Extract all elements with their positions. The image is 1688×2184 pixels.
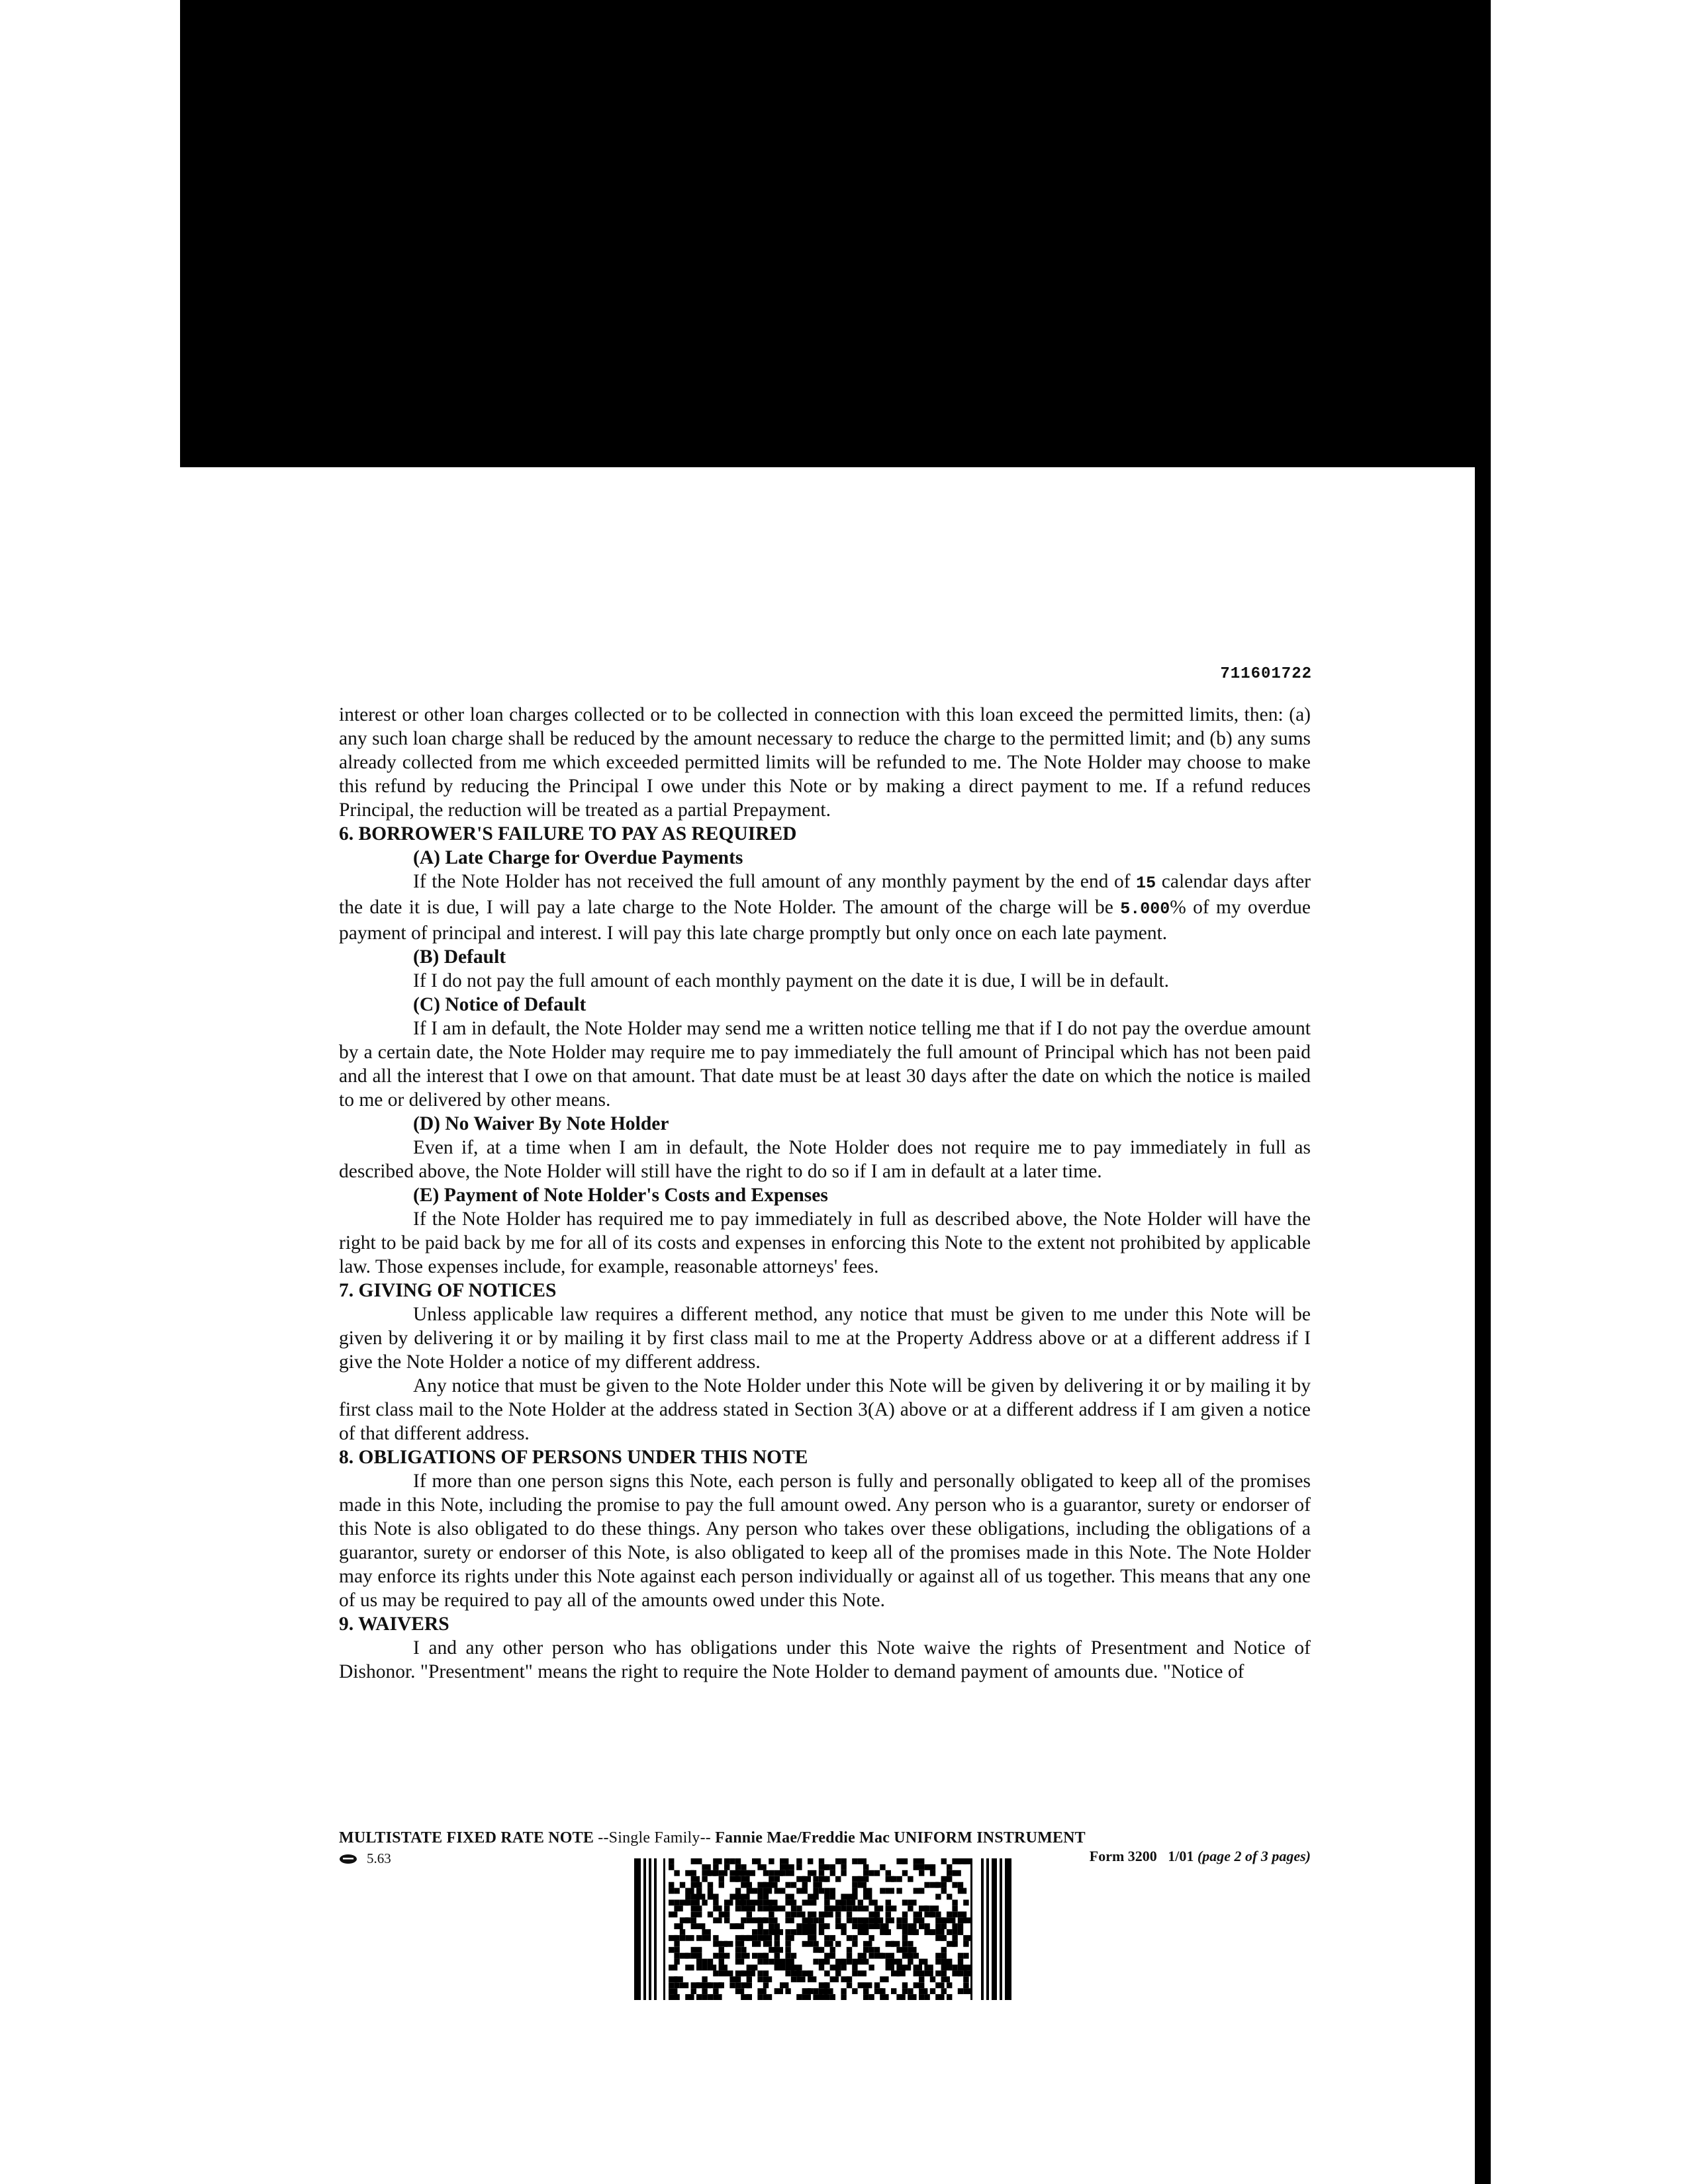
footer-title: MULTISTATE FIXED RATE NOTE --Single Family-- Fannie Mae/Freddie Mac UNIFORM INSTRUMENT xyxy=(339,1829,1086,1846)
subsection-6c-title: (C) Notice of Default xyxy=(413,994,586,1015)
section-8-paragraph-1: If more than one person signs this Note, each person is fully and personally obligated to keep all of the promises made in this Note, including the promise to pay the full amount owed. Any person who is a guarantor, surety or endorser of this Note is also obligated to do these things. Any person who takes over these obligations, including the obligations of a guarantor, surety or endorser of this Note, is also obligated to keep all of the promises made in this Note. The Note Holder may enforce its rights under this Note against each person individually or against all of us together. This means that any one of us may be required to pay all of the amounts owed under this Note. xyxy=(339,1471,1311,1611)
scan-edge-bar xyxy=(1475,463,1491,2184)
subsection-6e-text: If the Note Holder has required me to pay immediately in full as described above, the Note Holder will have the right to be paid back by me for all of its costs and expenses in enforcing this Note to the extent not prohibited by applicable law. Those expenses include, for example, reasonable attorneys' fees. xyxy=(339,1208,1311,1277)
late-days-value: 15 xyxy=(1136,874,1156,893)
barcode-image xyxy=(634,1858,1015,2000)
document-number: 711601722 xyxy=(1220,665,1312,683)
section-7-heading: 7. GIVING OF NOTICES xyxy=(339,1280,557,1301)
section-9-heading: 9. WAIVERS xyxy=(339,1614,449,1635)
section-6-heading: 6. BORROWER'S FAILURE TO PAY AS REQUIRED xyxy=(339,823,797,844)
form-number: Form 3200 xyxy=(1089,1848,1157,1864)
subsection-6a-text: If the Note Holder has not received the full amount of any monthly payment by the end of 15 calendar days after the date it is due, I will pay a late charge to the Note Holder. The amount of the charge will be 5.000% of my overdue payment of principal and interest. I will pay this late charge promptly but only once on each late payment. xyxy=(339,871,1311,944)
subsection-6a-title: (A) Late Charge for Overdue Payments xyxy=(413,847,743,868)
subsection-6e-title: (E) Payment of Note Holder's Costs and Expenses xyxy=(413,1185,828,1206)
subsection-6b-text: If I do not pay the full amount of each monthly payment on the date it is due, I will be in default. xyxy=(413,970,1170,991)
subsection-6d-title: (D) No Waiver By Note Holder xyxy=(413,1113,669,1134)
note-body xyxy=(339,703,1311,1684)
continuation-paragraph: interest or other loan charges collected or to be collected in connection with this loan exceed the permitted limits, then: (a) any such loan charge shall be reduced by the amount necessary to reduce the charge to the permitted limit; and (b) any sums already collected from me which exceeded permitted limits will be refunded to me. The Note Holder may choose to make this refund by reducing the Principal I owe under this Note or by making a direct payment to me. If a refund reduces Principal, the reduction will be treated as a partial Prepayment. xyxy=(339,704,1311,821)
section-7-paragraph-2: Any notice that must be given to the Note Holder under this Note will be given by delivering it or by mailing it by first class mail to the Note Holder at the address stated in Section 3(A) above or at a different address if I am given a notice of that different address. xyxy=(339,1375,1311,1444)
page-indicator: (page 2 of 3 pages) xyxy=(1197,1848,1311,1864)
version-number: 5.63 xyxy=(367,1850,391,1866)
footer-form-info xyxy=(1090,1848,1311,1865)
redaction-block xyxy=(180,0,1491,467)
section-8-heading: 8. OBLIGATIONS OF PERSONS UNDER THIS NOTE xyxy=(339,1447,808,1468)
subsection-6b-title: (B) Default xyxy=(413,946,506,968)
footer-version xyxy=(339,1850,391,1867)
form-revision: 1/01 xyxy=(1168,1848,1194,1864)
section-9-paragraph-1: I and any other person who has obligations under this Note waive the rights of Presentment and Notice of Dishonor. "Presentment" means the right to require the Note Holder to demand payment of amounts due. "Notice of xyxy=(339,1637,1311,1682)
subsection-6d-text: Even if, at a time when I am in default, the Note Holder does not require me to pay immediately in full as described above, the Note Holder will still have the right to do so if I am in default at a later time. xyxy=(339,1137,1311,1182)
vendor-logo-icon xyxy=(339,1854,357,1864)
late-rate-value: 5.000 xyxy=(1120,899,1170,919)
section-7-paragraph-1: Unless applicable law requires a different method, any notice that must be given to me under this Note will be given by delivering it or by mailing it by first class mail to me at the Property Address above or at a different address if I give the Note Holder a notice of my different address. xyxy=(339,1304,1311,1373)
subsection-6c-text: If I am in default, the Note Holder may send me a written notice telling me that if I do not pay the overdue amount by a certain date, the Note Holder may require me to pay immediately the full amount of Principal which has not been paid and all the interest that I owe on that amount. That date must be at least 30 days after the date on which the notice is mailed to me or delivered by other means. xyxy=(339,1018,1311,1111)
